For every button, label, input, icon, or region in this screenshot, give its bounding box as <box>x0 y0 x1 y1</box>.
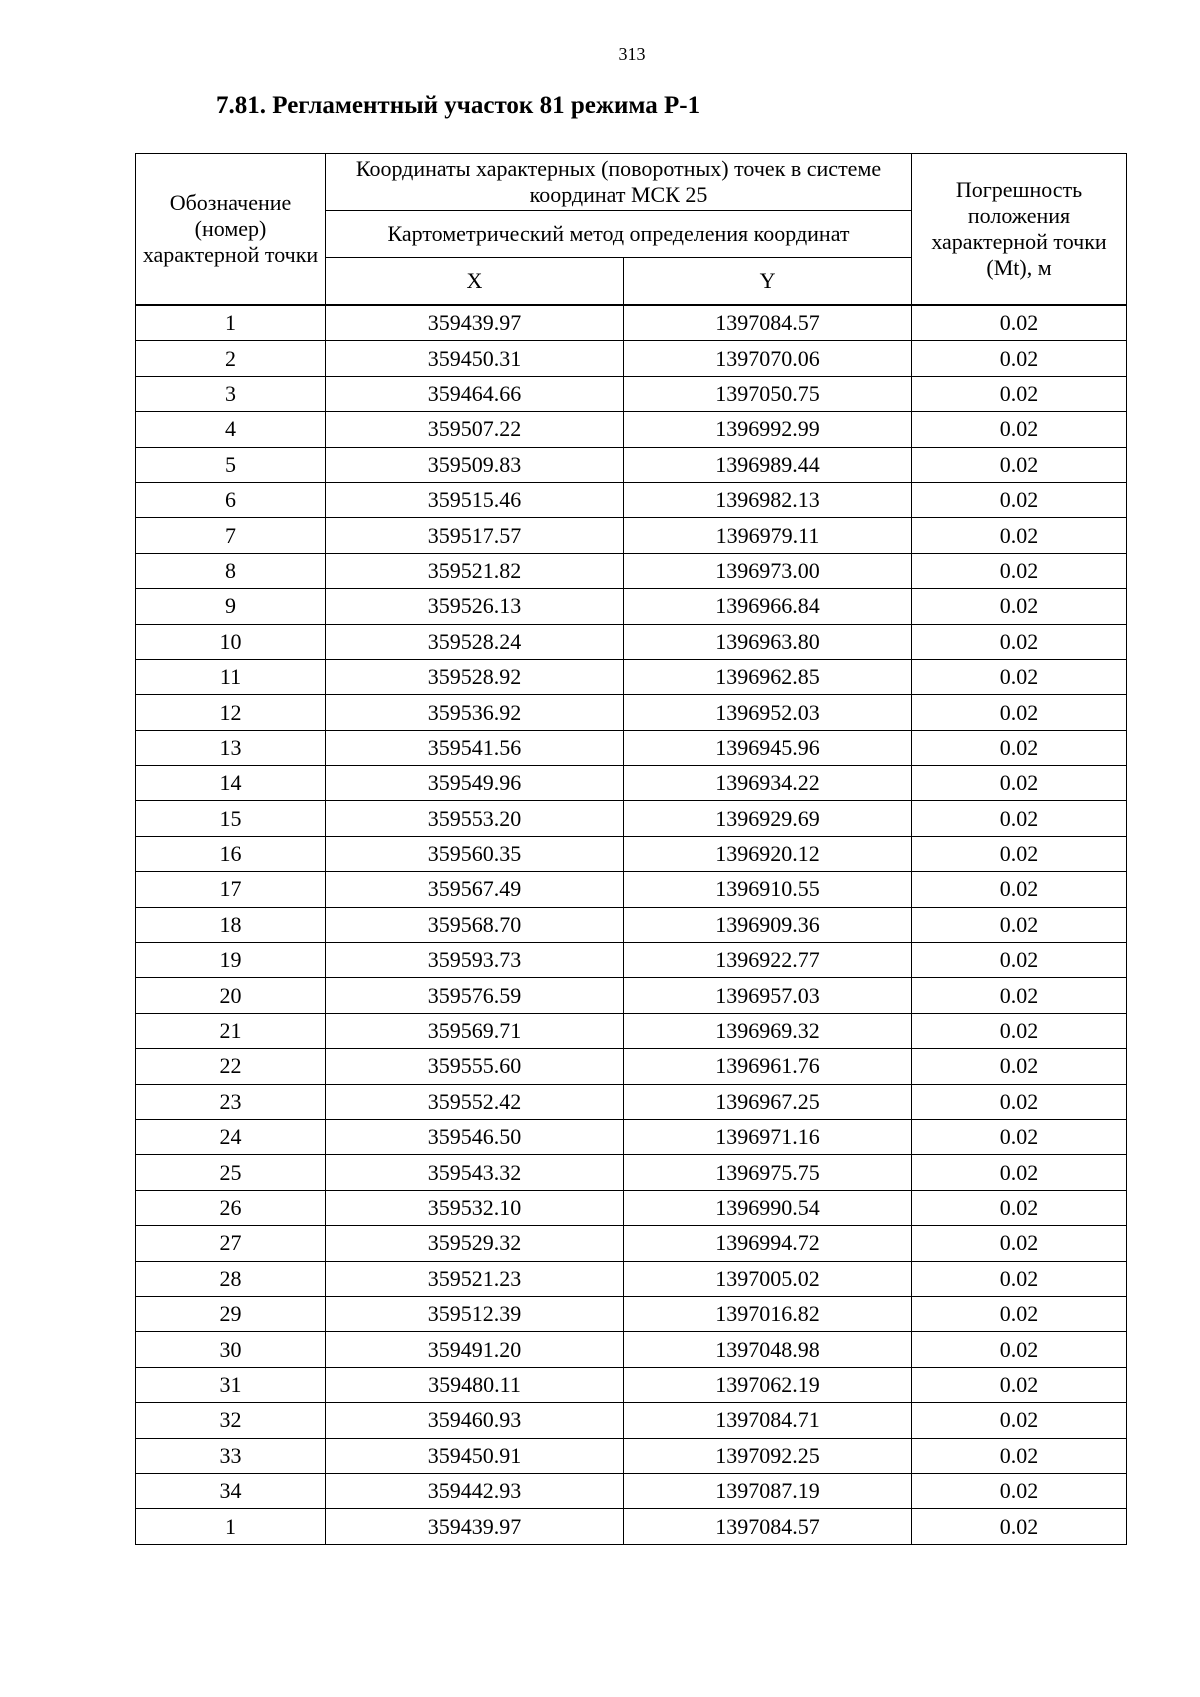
cell-accuracy: 0.02 <box>912 978 1127 1013</box>
cell-point-number: 25 <box>136 1155 326 1190</box>
cell-accuracy: 0.02 <box>912 1226 1127 1261</box>
cell-point-number: 11 <box>136 659 326 694</box>
cell-accuracy: 0.02 <box>912 376 1127 411</box>
cell-x: 359546.50 <box>326 1119 624 1154</box>
table-row <box>136 412 1127 447</box>
cell-point-number: 24 <box>136 1119 326 1154</box>
cell-accuracy: 0.02 <box>912 1049 1127 1084</box>
cell-accuracy: 0.02 <box>912 1367 1127 1402</box>
cell-point-number: 5 <box>136 447 326 482</box>
cell-x: 359442.93 <box>326 1473 624 1508</box>
cell-accuracy: 0.02 <box>912 1119 1127 1154</box>
cell-accuracy: 0.02 <box>912 1332 1127 1367</box>
cell-y: 1396990.54 <box>624 1190 912 1225</box>
cell-accuracy: 0.02 <box>912 553 1127 588</box>
cell-point-number: 2 <box>136 341 326 376</box>
cell-x: 359536.92 <box>326 695 624 730</box>
table-body <box>136 305 1127 1544</box>
cell-x: 359568.70 <box>326 907 624 942</box>
cell-point-number: 27 <box>136 1226 326 1261</box>
cell-y: 1396967.25 <box>624 1084 912 1119</box>
cell-point-number: 32 <box>136 1403 326 1438</box>
cell-x: 359512.39 <box>326 1296 624 1331</box>
cell-y: 1396929.69 <box>624 801 912 836</box>
cell-x: 359593.73 <box>326 943 624 978</box>
cell-accuracy: 0.02 <box>912 518 1127 553</box>
cell-accuracy: 0.02 <box>912 836 1127 871</box>
cell-y: 1396961.76 <box>624 1049 912 1084</box>
cell-accuracy: 0.02 <box>912 1013 1127 1048</box>
cell-y: 1396957.03 <box>624 978 912 1013</box>
cell-point-number: 4 <box>136 412 326 447</box>
table-row <box>136 1296 1127 1331</box>
cell-point-number: 16 <box>136 836 326 871</box>
table-header <box>136 154 1127 306</box>
cell-point-number: 31 <box>136 1367 326 1402</box>
table-row <box>136 659 1127 694</box>
table-row <box>136 1509 1127 1544</box>
cell-y: 1397050.75 <box>624 376 912 411</box>
table-row <box>136 836 1127 871</box>
table-row <box>136 766 1127 801</box>
cell-x: 359532.10 <box>326 1190 624 1225</box>
cell-y: 1397005.02 <box>624 1261 912 1296</box>
cell-point-number: 8 <box>136 553 326 588</box>
cell-x: 359450.31 <box>326 341 624 376</box>
cell-y: 1396982.13 <box>624 482 912 517</box>
cell-x: 359480.11 <box>326 1367 624 1402</box>
table-row <box>136 872 1127 907</box>
cell-x: 359450.91 <box>326 1438 624 1473</box>
cell-x: 359553.20 <box>326 801 624 836</box>
table-row <box>136 1049 1127 1084</box>
table-row <box>136 1261 1127 1296</box>
cell-accuracy: 0.02 <box>912 1438 1127 1473</box>
cell-x: 359439.97 <box>326 1509 624 1544</box>
cell-accuracy: 0.02 <box>912 1155 1127 1190</box>
cell-x: 359552.42 <box>326 1084 624 1119</box>
table-row <box>136 624 1127 659</box>
table-row <box>136 1473 1127 1508</box>
cell-accuracy: 0.02 <box>912 801 1127 836</box>
page-number: 313 <box>618 44 646 64</box>
table-row <box>136 695 1127 730</box>
cell-point-number: 1 <box>136 305 326 341</box>
cell-x: 359543.32 <box>326 1155 624 1190</box>
cell-x: 359439.97 <box>326 305 624 341</box>
cell-x: 359528.24 <box>326 624 624 659</box>
cell-accuracy: 0.02 <box>912 1403 1127 1438</box>
table-row <box>136 589 1127 624</box>
cell-y: 1397062.19 <box>624 1367 912 1402</box>
table-row <box>136 1119 1127 1154</box>
cell-point-number: 6 <box>136 482 326 517</box>
cell-accuracy: 0.02 <box>912 447 1127 482</box>
cell-accuracy: 0.02 <box>912 695 1127 730</box>
section-title: 7.81. Регламентный участок 81 режима Р-1 <box>216 92 701 119</box>
cell-point-number: 22 <box>136 1049 326 1084</box>
cell-point-number: 3 <box>136 376 326 411</box>
table-row <box>136 1403 1127 1438</box>
cell-y: 1396963.80 <box>624 624 912 659</box>
cell-y: 1397087.19 <box>624 1473 912 1508</box>
cell-point-number: 20 <box>136 978 326 1013</box>
cell-point-number: 34 <box>136 1473 326 1508</box>
cell-accuracy: 0.02 <box>912 1296 1127 1331</box>
cell-accuracy: 0.02 <box>912 305 1127 341</box>
cell-y: 1397092.25 <box>624 1438 912 1473</box>
cell-y: 1397070.06 <box>624 341 912 376</box>
cell-point-number: 21 <box>136 1013 326 1048</box>
coordinates-table <box>135 153 1127 1545</box>
table-row <box>136 1190 1127 1225</box>
cell-point-number: 15 <box>136 801 326 836</box>
cell-x: 359460.93 <box>326 1403 624 1438</box>
header-coordinate-system: Координаты характерных (поворотных) точек в системе координат МСК 25 <box>326 154 912 211</box>
table-row <box>136 447 1127 482</box>
cell-x: 359526.13 <box>326 589 624 624</box>
header-method: Картометрический метод определения координат <box>326 211 912 258</box>
table-row <box>136 801 1127 836</box>
cell-point-number: 18 <box>136 907 326 942</box>
cell-point-number: 13 <box>136 730 326 765</box>
cell-accuracy: 0.02 <box>912 943 1127 978</box>
cell-accuracy: 0.02 <box>912 1261 1127 1296</box>
cell-y: 1396975.75 <box>624 1155 912 1190</box>
cell-y: 1397048.98 <box>624 1332 912 1367</box>
cell-point-number: 29 <box>136 1296 326 1331</box>
cell-x: 359576.59 <box>326 978 624 1013</box>
cell-y: 1396971.16 <box>624 1119 912 1154</box>
cell-y: 1396979.11 <box>624 518 912 553</box>
cell-point-number: 1 <box>136 1509 326 1544</box>
table-row <box>136 907 1127 942</box>
cell-y: 1396989.44 <box>624 447 912 482</box>
cell-y: 1396920.12 <box>624 836 912 871</box>
table-row <box>136 1084 1127 1119</box>
cell-point-number: 33 <box>136 1438 326 1473</box>
cell-accuracy: 0.02 <box>912 589 1127 624</box>
cell-accuracy: 0.02 <box>912 482 1127 517</box>
cell-x: 359560.35 <box>326 836 624 871</box>
cell-point-number: 17 <box>136 872 326 907</box>
cell-x: 359491.20 <box>326 1332 624 1367</box>
table-row <box>136 305 1127 341</box>
cell-y: 1396922.77 <box>624 943 912 978</box>
cell-x: 359521.82 <box>326 553 624 588</box>
cell-y: 1396992.99 <box>624 412 912 447</box>
cell-accuracy: 0.02 <box>912 412 1127 447</box>
cell-point-number: 19 <box>136 943 326 978</box>
table-row <box>136 553 1127 588</box>
cell-point-number: 30 <box>136 1332 326 1367</box>
cell-x: 359515.46 <box>326 482 624 517</box>
cell-y: 1396969.32 <box>624 1013 912 1048</box>
cell-y: 1396910.55 <box>624 872 912 907</box>
cell-point-number: 12 <box>136 695 326 730</box>
cell-y: 1396909.36 <box>624 907 912 942</box>
cell-y: 1396973.00 <box>624 553 912 588</box>
cell-x: 359549.96 <box>326 766 624 801</box>
cell-point-number: 10 <box>136 624 326 659</box>
cell-accuracy: 0.02 <box>912 659 1127 694</box>
table-row <box>136 1438 1127 1473</box>
cell-point-number: 26 <box>136 1190 326 1225</box>
cell-accuracy: 0.02 <box>912 341 1127 376</box>
cell-accuracy: 0.02 <box>912 766 1127 801</box>
cell-accuracy: 0.02 <box>912 1509 1127 1544</box>
cell-point-number: 9 <box>136 589 326 624</box>
cell-x: 359541.56 <box>326 730 624 765</box>
cell-x: 359529.32 <box>326 1226 624 1261</box>
table-row <box>136 978 1127 1013</box>
table-row <box>136 1332 1127 1367</box>
table-row <box>136 1367 1127 1402</box>
cell-accuracy: 0.02 <box>912 624 1127 659</box>
cell-accuracy: 0.02 <box>912 907 1127 942</box>
cell-x: 359464.66 <box>326 376 624 411</box>
table-row <box>136 482 1127 517</box>
cell-y: 1397084.71 <box>624 1403 912 1438</box>
table-row <box>136 376 1127 411</box>
cell-y: 1396966.84 <box>624 589 912 624</box>
cell-accuracy: 0.02 <box>912 730 1127 765</box>
cell-y: 1397084.57 <box>624 305 912 341</box>
cell-x: 359509.83 <box>326 447 624 482</box>
cell-point-number: 28 <box>136 1261 326 1296</box>
header-accuracy: Погрешность положения характерной точки (Mt), м <box>912 154 1127 306</box>
header-y: Y <box>624 258 912 306</box>
cell-accuracy: 0.02 <box>912 1190 1127 1225</box>
cell-y: 1396945.96 <box>624 730 912 765</box>
table-row <box>136 1226 1127 1261</box>
header-point: Обозначение (номер) характерной точки <box>136 154 326 306</box>
cell-y: 1396934.22 <box>624 766 912 801</box>
cell-accuracy: 0.02 <box>912 872 1127 907</box>
cell-x: 359555.60 <box>326 1049 624 1084</box>
table-row <box>136 518 1127 553</box>
cell-x: 359507.22 <box>326 412 624 447</box>
cell-y: 1397016.82 <box>624 1296 912 1331</box>
cell-point-number: 7 <box>136 518 326 553</box>
cell-y: 1396994.72 <box>624 1226 912 1261</box>
cell-y: 1396962.85 <box>624 659 912 694</box>
table-row <box>136 943 1127 978</box>
cell-x: 359517.57 <box>326 518 624 553</box>
cell-x: 359569.71 <box>326 1013 624 1048</box>
cell-y: 1396952.03 <box>624 695 912 730</box>
table-row <box>136 1013 1127 1048</box>
table-row <box>136 341 1127 376</box>
cell-x: 359528.92 <box>326 659 624 694</box>
cell-accuracy: 0.02 <box>912 1084 1127 1119</box>
cell-x: 359567.49 <box>326 872 624 907</box>
table-row <box>136 1155 1127 1190</box>
table-row <box>136 730 1127 765</box>
cell-point-number: 23 <box>136 1084 326 1119</box>
cell-accuracy: 0.02 <box>912 1473 1127 1508</box>
header-x: X <box>326 258 624 306</box>
cell-y: 1397084.57 <box>624 1509 912 1544</box>
cell-x: 359521.23 <box>326 1261 624 1296</box>
cell-point-number: 14 <box>136 766 326 801</box>
